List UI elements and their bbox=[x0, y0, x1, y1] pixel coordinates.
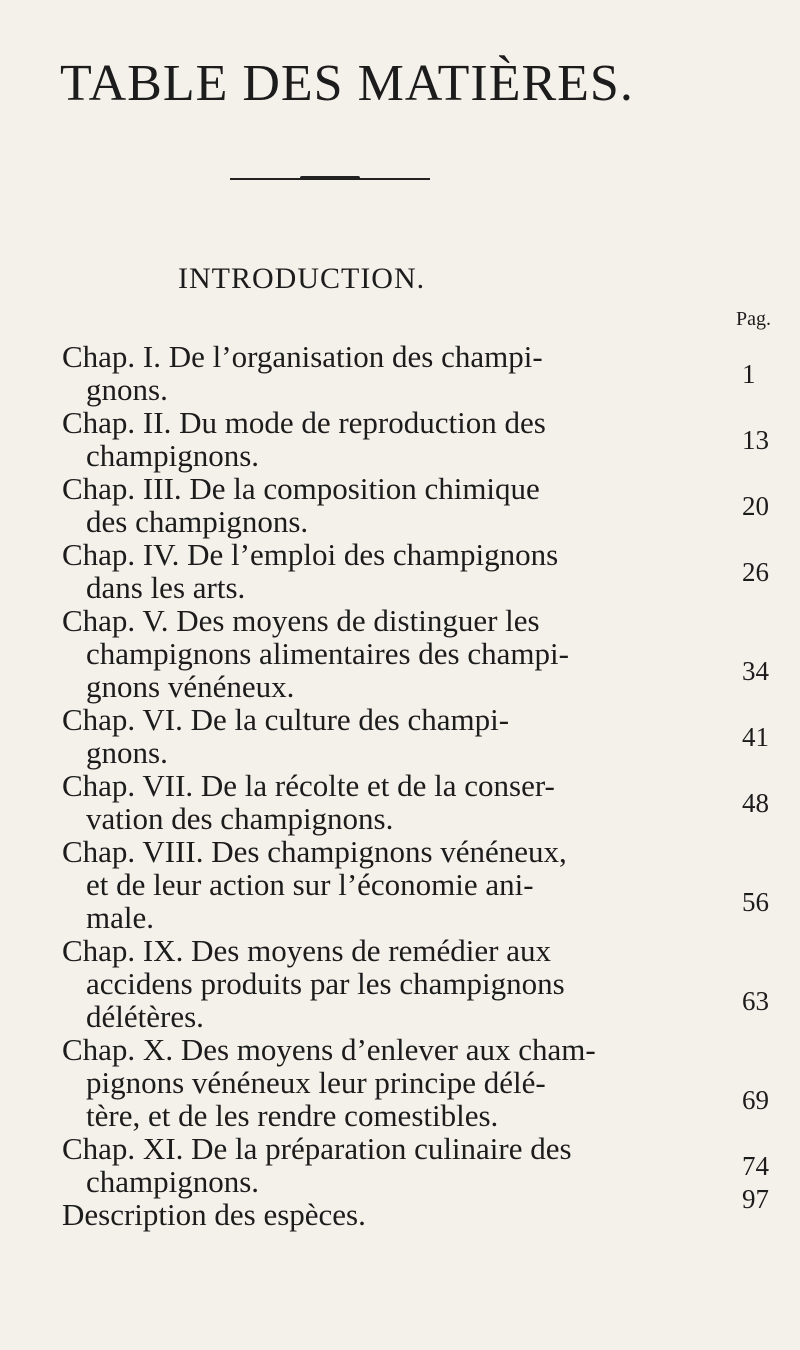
toc-entry-page-number: 26 bbox=[742, 557, 769, 587]
toc-entry-line: champignons. bbox=[86, 438, 260, 473]
toc-entry-line: accidens produits par les champignons bbox=[86, 966, 565, 1001]
toc-entry-page-number: 1 bbox=[742, 359, 756, 389]
toc-entry-line: champignons alimentaires des champi- bbox=[86, 636, 569, 671]
toc-entry bbox=[62, 834, 769, 935]
toc-entry-line: tère, et de les rendre comestibles. bbox=[86, 1098, 499, 1133]
toc-entry-line: Chap. X. Des moyens d’enlever aux cham- bbox=[62, 1032, 596, 1067]
toc-entry-page-number: 20 bbox=[742, 491, 769, 521]
toc-entry-line: pignons vénéneux leur principe délé- bbox=[86, 1065, 546, 1100]
toc-entry bbox=[62, 768, 769, 836]
toc-entry-line: délétères. bbox=[86, 999, 204, 1034]
toc-entry-line: Chap. IV. De l’emploi des champignons bbox=[62, 537, 559, 572]
toc-entry bbox=[62, 1032, 769, 1133]
page-title: TABLE DES MATIÈRES. bbox=[60, 55, 634, 112]
toc-list bbox=[62, 339, 769, 1232]
toc-entry-line: Description des espèces. bbox=[62, 1197, 366, 1232]
toc-entry-line: et de leur action sur l’économie ani- bbox=[86, 867, 534, 902]
toc-entry-line: Chap. I. De l’organisation des champi- bbox=[62, 339, 543, 374]
toc-entry-line: champignons. bbox=[86, 1164, 260, 1199]
toc-entry-line: vation des champignons. bbox=[86, 801, 394, 836]
toc-entry-line: Chap. IX. Des moyens de remédier aux bbox=[62, 933, 551, 968]
page-column-header: Pag. bbox=[736, 308, 771, 330]
toc-entry-page-number: 34 bbox=[742, 656, 769, 686]
toc-entry bbox=[62, 1184, 769, 1232]
toc-entry-line: gnons vénéneux. bbox=[86, 669, 295, 704]
toc-entry-line: Chap. XI. De la préparation culinaire des bbox=[62, 1131, 572, 1166]
toc-entry-line: male. bbox=[86, 900, 154, 935]
toc-entry bbox=[62, 702, 769, 770]
toc-entry-line: gnons. bbox=[86, 372, 168, 407]
toc-entry-line: Chap. III. De la composition chimique bbox=[62, 471, 540, 506]
toc-entry-line: dans les arts. bbox=[86, 570, 246, 605]
toc-entry bbox=[62, 405, 769, 473]
toc-entry-page-number: 69 bbox=[742, 1085, 769, 1115]
toc-entry-page-number: 13 bbox=[742, 425, 769, 455]
toc-entry bbox=[62, 537, 769, 605]
toc-entry-page-number: 97 bbox=[742, 1184, 769, 1214]
toc-entry-line: Chap. VII. De la récolte et de la conser- bbox=[62, 768, 555, 803]
toc-entry-line: Chap. V. Des moyens de distinguer les bbox=[62, 603, 540, 638]
toc-entry bbox=[62, 603, 769, 704]
toc-entry-line: des champignons. bbox=[86, 504, 309, 539]
section-heading: INTRODUCTION. bbox=[178, 262, 426, 295]
toc-entry-line: Chap. VI. De la culture des champi- bbox=[62, 702, 510, 737]
toc-entry-line: gnons. bbox=[86, 735, 168, 770]
toc-entry bbox=[62, 933, 769, 1034]
toc-entry-page-number: 41 bbox=[742, 722, 769, 752]
toc-entry bbox=[62, 471, 769, 539]
toc-entry-page-number: 48 bbox=[742, 788, 769, 818]
toc-entry-line: Chap. II. Du mode de reproduction des bbox=[62, 405, 546, 440]
toc-entry-page-number: 56 bbox=[742, 887, 769, 917]
title-divider-ornament bbox=[300, 176, 360, 180]
toc-entry-page-number: 74 bbox=[742, 1151, 769, 1181]
toc-entry-page-number: 63 bbox=[742, 986, 769, 1016]
toc-entry-line: Chap. VIII. Des champignons vénéneux, bbox=[62, 834, 567, 869]
toc-entry bbox=[62, 339, 756, 407]
